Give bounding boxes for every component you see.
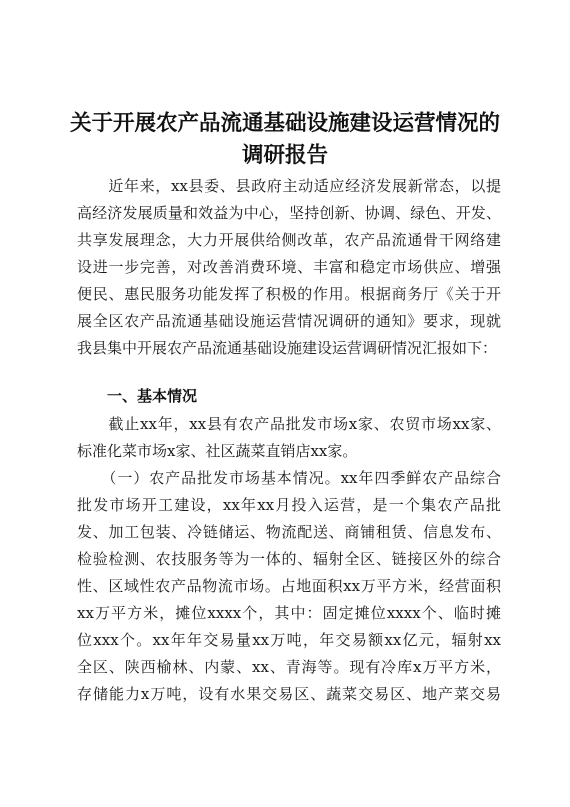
text-line: 共享发展理念，大力开展供给侧改革，农产品流通骨干网络建: [77, 231, 501, 249]
text-line: 便民、惠民服务功能发挥了积极的作用。根据商务厅《关于开: [77, 285, 501, 303]
text-line: 我县集中开展农产品流通基础设施建设运营调研情况汇报如下：: [77, 339, 498, 357]
text-line: xx万平方米，摊位xxxx个，其中：固定摊位xxxx个、临时摊: [77, 604, 501, 622]
text-line: 批发市场开工建设，xx年xx月投入运营，是一个集农产品批: [77, 496, 501, 514]
text-line: 高经济发展质量和效益为中心，坚持创新、协调、绿色、开发、: [77, 204, 501, 222]
document-title-line-1: 关于开展农产品流通基础设施建设运营情况的: [69, 111, 500, 136]
text-line: 全区、陕西榆林、内蒙、xx、青海等。现有冷库x万平方米，: [77, 658, 501, 676]
text-line: 检验检测、农技服务等为一体的、辐射全区、链接区外的综合: [77, 550, 501, 568]
text-line: 展全区农产品流通基础设施运营情况调研的通知》要求，现就: [77, 312, 501, 330]
text-line: 截止xx年，xx县有农产品批发市场x家、农贸市场xx家、: [77, 415, 501, 433]
text-line: 存储能力x万吨，设有水果交易区、蔬菜交易区、地产菜交易: [77, 685, 501, 703]
text-line: 性、区域性农产品物流市场。占地面积xx万平方米，经营面积: [77, 577, 501, 595]
text-line: 近年来，xx县委、县政府主动适应经济发展新常态，以提: [77, 177, 501, 195]
section-heading: 一、基本情况: [77, 387, 198, 405]
text-line: 发、加工包装、冷链储运、物流配送、商铺租赁、信息发布、: [77, 523, 501, 541]
text-line: 设进一步完善，对改善消费环境、丰富和稳定市场供应、增强: [77, 258, 501, 276]
text-line: 标准化菜市场x家、社区蔬菜直销店xx家。: [77, 442, 358, 460]
text-line: 位xxx个。xx年年交易量xx万吨，年交易额xx亿元，辐射xx: [77, 631, 501, 649]
document-title-line-2: 调研报告: [241, 143, 328, 168]
text-line: （一）农产品批发市场基本情况。xx年四季鲜农产品综合: [77, 469, 501, 487]
